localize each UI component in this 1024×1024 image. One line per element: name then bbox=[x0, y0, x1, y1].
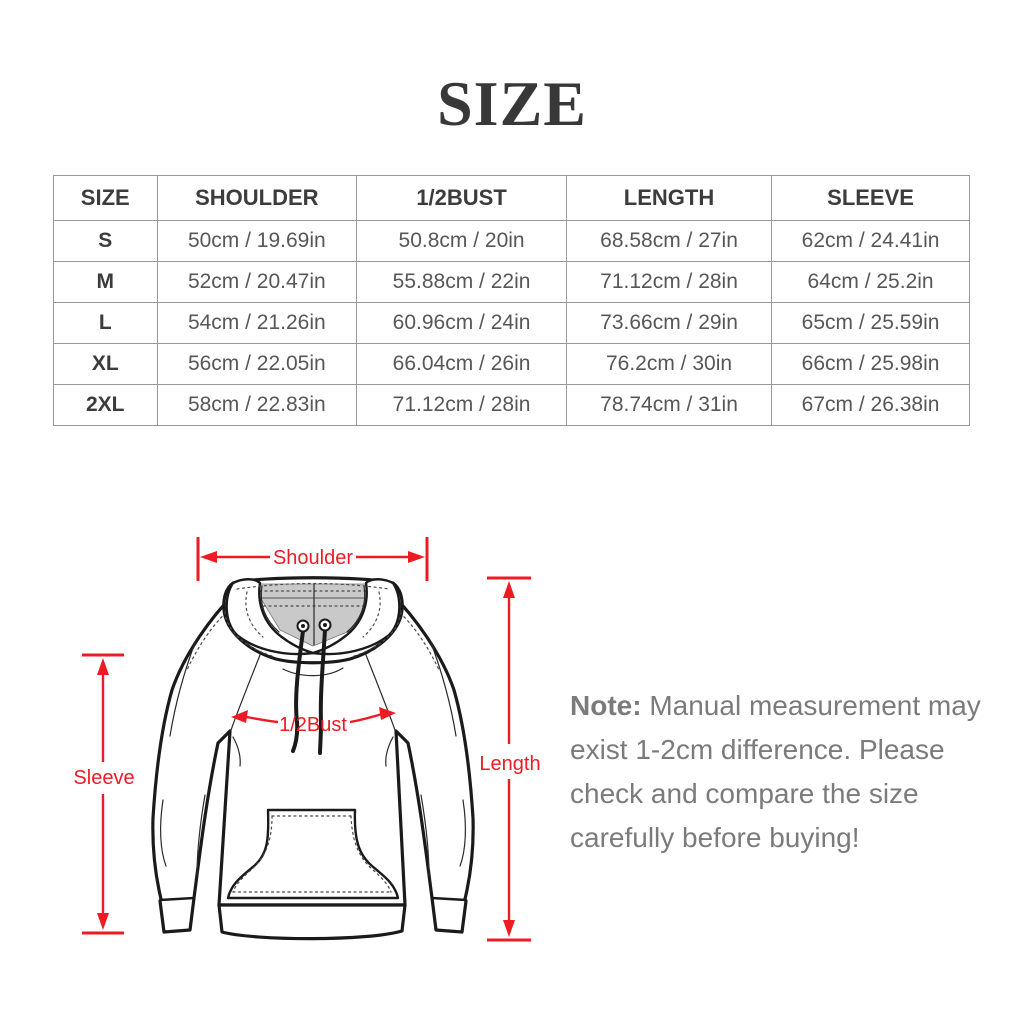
arrow-head-up bbox=[97, 658, 109, 675]
left-eyelet-hole bbox=[301, 624, 305, 628]
cell-sleeve: 67cm / 26.38in bbox=[772, 385, 970, 426]
cell-sleeve: 65cm / 25.59in bbox=[772, 303, 970, 344]
cell-shoulder: 56cm / 22.05in bbox=[157, 344, 357, 385]
cell-shoulder: 50cm / 19.69in bbox=[157, 221, 357, 262]
cell-length: 76.2cm / 30in bbox=[566, 344, 771, 385]
cell-sleeve: 62cm / 24.41in bbox=[772, 221, 970, 262]
note-line: carefully before buying! bbox=[570, 822, 860, 853]
note-line bbox=[570, 684, 1015, 728]
sleeve-measure-arrow bbox=[73, 655, 134, 933]
shoulder-measure-arrow bbox=[198, 537, 427, 581]
cell-shoulder: 54cm / 21.26in bbox=[157, 303, 357, 344]
col-header-half-bust: 1/2BUST bbox=[357, 176, 567, 221]
note-text: Manual measurement may bbox=[641, 690, 981, 721]
cell-shoulder: 58cm / 22.83in bbox=[157, 385, 357, 426]
size-label: 2XL bbox=[54, 385, 158, 426]
cell-shoulder: 52cm / 20.47in bbox=[157, 262, 357, 303]
cell-half-bust: 60.96cm / 24in bbox=[357, 303, 567, 344]
arrow-head-up bbox=[503, 581, 515, 598]
hoodie-flat-drawing bbox=[153, 578, 473, 939]
cell-sleeve: 64cm / 25.2in bbox=[772, 262, 970, 303]
cell-half-bust: 50.8cm / 20in bbox=[357, 221, 567, 262]
right-eyelet-hole bbox=[323, 623, 327, 627]
half-bust-label: 1/2Bust bbox=[279, 714, 347, 736]
arrow-head-down bbox=[503, 920, 515, 937]
length-label: Length bbox=[479, 753, 541, 775]
arrow-head-right bbox=[408, 551, 425, 563]
size-label: M bbox=[54, 262, 158, 303]
sleeve-label: Sleeve bbox=[73, 767, 135, 789]
cell-half-bust: 71.12cm / 28in bbox=[357, 385, 567, 426]
shoulder-label: Shoulder bbox=[272, 547, 354, 569]
col-header-sleeve: SLEEVE bbox=[772, 176, 970, 221]
length-measure-arrow bbox=[479, 578, 540, 940]
note-label: Note: bbox=[570, 690, 642, 721]
cell-length: 78.74cm / 31in bbox=[566, 385, 771, 426]
cell-length: 68.58cm / 27in bbox=[566, 221, 771, 262]
arrow-head-down bbox=[97, 913, 109, 930]
arrow-head-left bbox=[200, 551, 217, 563]
size-label: L bbox=[54, 303, 158, 344]
cell-half-bust: 55.88cm / 22in bbox=[357, 262, 567, 303]
note-line: exist 1-2cm difference. Please bbox=[570, 734, 945, 765]
cell-length: 73.66cm / 29in bbox=[566, 303, 771, 344]
size-label: S bbox=[54, 221, 158, 262]
note-line: check and compare the size bbox=[570, 778, 919, 809]
hem-band bbox=[219, 905, 405, 939]
cell-sleeve: 66cm / 25.98in bbox=[772, 344, 970, 385]
note bbox=[570, 684, 1015, 860]
size-label: XL bbox=[54, 344, 158, 385]
col-header-shoulder: SHOULDER bbox=[157, 176, 357, 221]
cell-half-bust: 66.04cm / 26in bbox=[357, 344, 567, 385]
col-header-length: LENGTH bbox=[566, 176, 771, 221]
col-header-size: SIZE bbox=[54, 176, 158, 221]
page-title: SIZE bbox=[437, 68, 587, 139]
cell-length: 71.12cm / 28in bbox=[566, 262, 771, 303]
